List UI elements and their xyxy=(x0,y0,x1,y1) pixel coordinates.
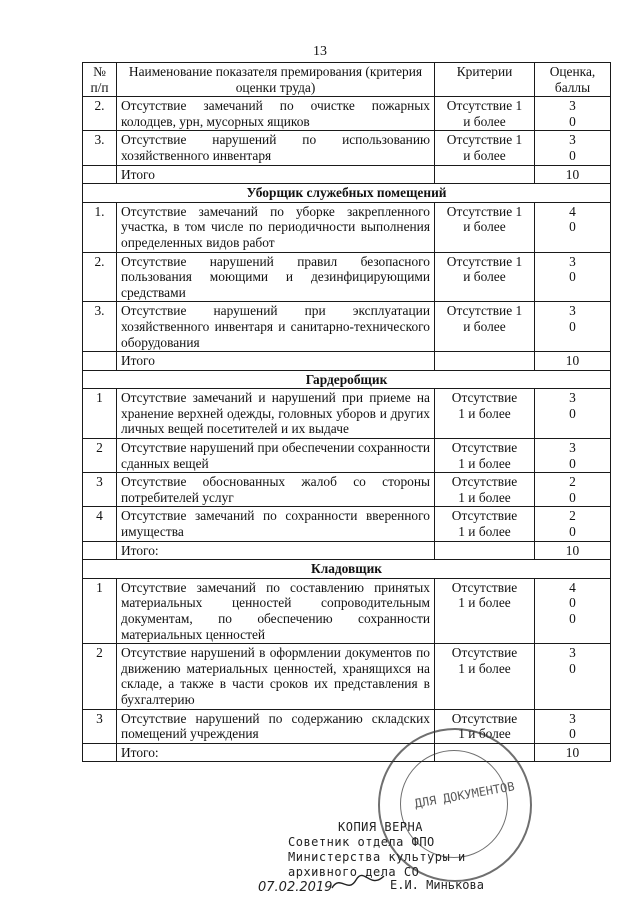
total-value: 10 xyxy=(535,165,611,184)
total-empty-cell xyxy=(83,541,117,560)
score-value: 0 xyxy=(569,611,576,626)
row-score xyxy=(535,439,611,473)
row-criteria xyxy=(435,97,535,131)
score-value: 0 xyxy=(569,455,576,471)
total-value: 10 xyxy=(535,352,611,371)
total-criteria-cell xyxy=(435,165,535,184)
criteria-line: и более xyxy=(463,219,506,235)
row-indicator-name: Отсутствие нарушений правил безопасного пользования моющими и дезинфицирующими средствами xyxy=(117,252,435,302)
row-number: 4 xyxy=(83,507,117,541)
criteria-line: и более xyxy=(463,147,506,163)
table-row xyxy=(83,302,611,352)
score-value: 3 xyxy=(569,710,576,726)
row-number: 1 xyxy=(83,578,117,643)
total-label: Итого: xyxy=(117,541,435,560)
table-row xyxy=(83,709,611,743)
score-value: 0 xyxy=(569,405,576,421)
total-empty-cell xyxy=(83,352,117,371)
page-number: 13 xyxy=(313,44,327,59)
criteria-line: Отсутствие 1 xyxy=(446,203,523,219)
total-criteria-cell xyxy=(435,352,535,371)
row-criteria xyxy=(435,644,535,709)
row-number: 2 xyxy=(83,644,117,709)
table-body xyxy=(83,97,611,762)
cert-line-copy: КОПИЯ ВЕРНА xyxy=(338,820,423,834)
row-score xyxy=(535,302,611,352)
row-indicator-name: Отсутствие обоснованных жалоб со стороны потребителей услуг xyxy=(117,473,435,507)
total-row xyxy=(83,352,611,371)
header-score: Оценка, баллы xyxy=(535,63,611,97)
row-number: 3 xyxy=(83,473,117,507)
row-number: 2 xyxy=(83,439,117,473)
bonus-criteria-table xyxy=(82,62,611,762)
total-criteria-cell xyxy=(435,541,535,560)
signature-scribble xyxy=(330,872,386,894)
criteria-line: и более xyxy=(463,113,506,129)
criteria-line: 1 и более xyxy=(458,489,511,505)
criteria-line: Отсутствие 1 xyxy=(446,253,523,269)
score-value: 0 xyxy=(569,726,576,742)
criteria-line: Отсутствие xyxy=(451,508,518,524)
criteria-line: Отсутствие xyxy=(451,710,518,726)
score-value: 0 xyxy=(569,113,576,129)
row-score xyxy=(535,473,611,507)
criteria-line: Отсутствие xyxy=(451,474,518,490)
section-header-row xyxy=(83,184,611,203)
table-row xyxy=(83,473,611,507)
table-row xyxy=(83,97,611,131)
row-score xyxy=(535,709,611,743)
row-criteria xyxy=(435,131,535,165)
row-criteria xyxy=(435,252,535,302)
total-value: 10 xyxy=(535,541,611,560)
signature-date: 07.02.2019 xyxy=(258,880,333,895)
row-indicator-name: Отсутствие нарушений при эксплуатации хозяйственного инвентаря и санитарно-технического оборудования xyxy=(117,302,435,352)
row-score xyxy=(535,252,611,302)
criteria-line: 1 и более xyxy=(458,455,511,471)
criteria-line: Отсутствие xyxy=(451,579,518,595)
score-value: 0 xyxy=(569,489,576,505)
table-row xyxy=(83,389,611,439)
score-value: 2 xyxy=(569,474,576,490)
row-indicator-name: Отсутствие нарушений по использованию хозяйственного инвентаря xyxy=(117,131,435,165)
row-criteria xyxy=(435,507,535,541)
section-title: Кладовщик xyxy=(83,560,611,579)
criteria-line: 1 и более xyxy=(458,660,511,676)
criteria-line: 1 и более xyxy=(458,726,511,742)
score-value: 0 xyxy=(569,595,576,611)
table-row xyxy=(83,644,611,709)
criteria-line: Отсутствие xyxy=(451,440,518,456)
row-indicator-name: Отсутствие нарушений при обеспечении сохранности сданных вещей xyxy=(117,439,435,473)
signer-name: Е.И. Минькова xyxy=(390,878,484,892)
score-value: 3 xyxy=(569,645,576,661)
score-value: 0 xyxy=(569,524,576,540)
score-value: 3 xyxy=(569,440,576,456)
header-criteria: Критерии xyxy=(435,63,535,97)
criteria-line: Отсутствие 1 xyxy=(446,303,523,319)
total-empty-cell xyxy=(83,743,117,762)
row-indicator-name: Отсутствие замечаний по сохранности вверенного имущества xyxy=(117,507,435,541)
score-value: 3 xyxy=(569,253,576,269)
row-criteria xyxy=(435,389,535,439)
row-score xyxy=(535,644,611,709)
criteria-line: 1 и более xyxy=(458,595,511,611)
criteria-line: Отсутствие 1 xyxy=(446,132,523,148)
table-row xyxy=(83,439,611,473)
row-number: 2. xyxy=(83,97,117,131)
table-row xyxy=(83,507,611,541)
table-header-row xyxy=(83,63,611,97)
criteria-line: и более xyxy=(463,269,506,285)
cert-line-department: архивного дела СО xyxy=(288,865,420,879)
row-criteria xyxy=(435,578,535,643)
row-number: 3. xyxy=(83,302,117,352)
criteria-line: и более xyxy=(463,318,506,334)
row-number: 3 xyxy=(83,709,117,743)
cert-line-ministry: Министерства культуры и xyxy=(288,850,466,864)
criteria-line: 1 и более xyxy=(458,405,511,421)
row-criteria xyxy=(435,439,535,473)
criteria-line: Отсутствие xyxy=(451,645,518,661)
score-value: 3 xyxy=(569,132,576,148)
cert-line-position: Советник отдела ФПО xyxy=(288,835,435,849)
stamp-text: ДЛЯ ДОКУМЕНТОВ xyxy=(413,779,516,811)
row-number: 2. xyxy=(83,252,117,302)
score-value: 2 xyxy=(569,508,576,524)
score-value: 4 xyxy=(569,579,576,595)
total-label: Итого xyxy=(117,352,435,371)
table-row xyxy=(83,252,611,302)
total-row xyxy=(83,743,611,762)
header-num: № п/п xyxy=(83,63,117,97)
total-row xyxy=(83,541,611,560)
certification-block xyxy=(288,820,466,880)
criteria-line: Отсутствие 1 xyxy=(446,98,523,114)
score-value: 3 xyxy=(569,390,576,406)
score-value: 4 xyxy=(569,203,576,219)
score-value: 3 xyxy=(569,303,576,319)
row-criteria xyxy=(435,302,535,352)
row-criteria xyxy=(435,202,535,252)
score-value: 0 xyxy=(569,660,576,676)
row-number: 1. xyxy=(83,202,117,252)
header-name: Наименование показателя премирования (критерия оценки труда) xyxy=(117,63,435,97)
row-criteria xyxy=(435,473,535,507)
row-indicator-name: Отсутствие замечаний по составлению принятых материальных ценностей сопроводительным документам, по обеспечению сохранности материальных ценностей xyxy=(117,578,435,643)
total-label: Итого xyxy=(117,165,435,184)
table-row xyxy=(83,202,611,252)
table-row xyxy=(83,131,611,165)
row-score xyxy=(535,578,611,643)
section-header-row xyxy=(83,370,611,389)
row-score xyxy=(535,389,611,439)
row-score xyxy=(535,131,611,165)
section-header-row xyxy=(83,560,611,579)
criteria-line: 1 и более xyxy=(458,524,511,540)
row-number: 3. xyxy=(83,131,117,165)
row-score xyxy=(535,97,611,131)
score-value: 3 xyxy=(569,98,576,114)
row-indicator-name: Отсутствие нарушений по содержанию складских помещений учреждения xyxy=(117,709,435,743)
row-score xyxy=(535,202,611,252)
row-score xyxy=(535,507,611,541)
table-row xyxy=(83,578,611,643)
score-value: 0 xyxy=(569,147,576,163)
row-indicator-name: Отсутствие замечаний по уборке закрепленного участка, в том числе по периодичности выполнения определенных видов работ xyxy=(117,202,435,252)
score-value: 0 xyxy=(569,318,576,334)
section-title: Уборщик служебных помещений xyxy=(83,184,611,203)
row-number: 1 xyxy=(83,389,117,439)
score-value: 0 xyxy=(569,269,576,285)
row-indicator-name: Отсутствие замечаний и нарушений при приеме на хранение верхней одежды, головных уборов и других личных вещей посетителей и их выдаче xyxy=(117,389,435,439)
total-row xyxy=(83,165,611,184)
row-indicator-name: Отсутствие нарушений в оформлении документов по движению материальных ценностей, хранящихся на складе, а также в части сроков их представления в бухгалтерию xyxy=(117,644,435,709)
criteria-line: Отсутствие xyxy=(451,390,518,406)
row-indicator-name: Отсутствие замечаний по очистке пожарных колодцев, урн, мусорных ящиков xyxy=(117,97,435,131)
score-value: 0 xyxy=(569,219,576,235)
total-value: 10 xyxy=(535,743,611,762)
total-label: Итого: xyxy=(117,743,435,762)
total-empty-cell xyxy=(83,165,117,184)
section-title: Гардеробщик xyxy=(83,370,611,389)
